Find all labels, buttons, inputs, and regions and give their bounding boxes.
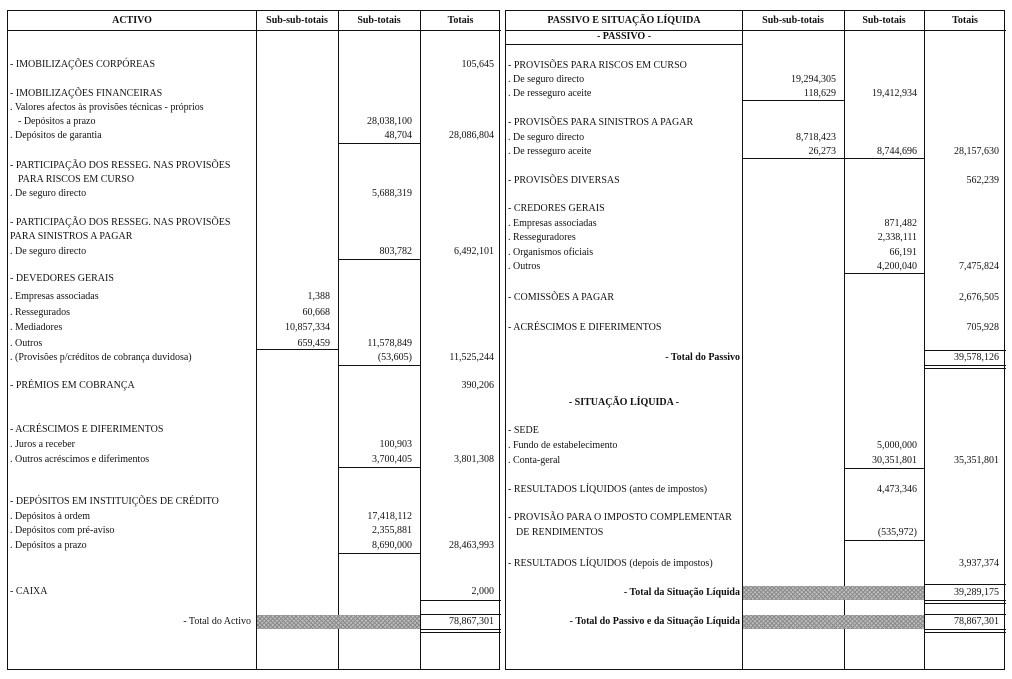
total-activo-value: 78,867,301	[449, 616, 494, 627]
cred-outros-sub: 4,200,040	[877, 261, 917, 272]
total-geral-value: 78,867,301	[954, 616, 999, 627]
acresc-p-total: 705,928	[966, 322, 999, 333]
prov-curso-seguro-subsub: 19,294,305	[791, 74, 836, 85]
acresc-label: - ACRÉSCIMOS E DIFERIMENTOS	[10, 424, 164, 435]
hatch-fill	[743, 615, 924, 629]
resultados-antes-sub: 4,473,346	[877, 484, 917, 495]
resultados-depois-label: - RESULTADOS LÍQUIDOS (depois de impostos)	[508, 558, 713, 569]
part-sin-total: 6,492,101	[454, 246, 494, 257]
hatch-fill	[743, 586, 924, 600]
caixa-total: 2,000	[471, 586, 494, 597]
col-divider	[420, 11, 421, 669]
col-divider	[742, 11, 743, 669]
cred-associadas-label: . Empresas associadas	[508, 218, 597, 229]
dep-ordem-sub: 17,418,112	[367, 511, 412, 522]
imob-fin-valores: . Valores afectos às provisões técnicas - próprios	[10, 102, 204, 113]
prov-curso-seguro-label: . De seguro directo	[508, 74, 585, 85]
provisao-imposto-line2: DE RENDIMENTOS	[516, 527, 604, 538]
col-divider	[338, 11, 339, 669]
total-geral-label: - Total do Passivo e da Situação Líquida	[569, 616, 740, 627]
rule	[924, 629, 1006, 630]
rule	[924, 632, 1006, 633]
part-sin-seguro-label: . De seguro directo	[10, 246, 87, 257]
acresc-total: 3,801,308	[454, 454, 494, 465]
depositos-total: 28,463,993	[449, 540, 494, 551]
comissoes-total: 2,676,505	[959, 292, 999, 303]
sub-header: Sub-totais	[338, 11, 420, 31]
activo-panel	[7, 10, 500, 670]
rule	[924, 603, 1006, 604]
part-sin-line2: PARA SINISTROS A PAGAR	[10, 231, 133, 242]
sede-fundo-sub: 5,000,000	[877, 440, 917, 451]
prov-sin-label: - PROVISÕES PARA SINISTROS A PAGAR	[508, 117, 694, 128]
situacao-title: - SITUAÇÃO LÍQUIDA -	[568, 397, 680, 408]
credores-label: - CREDORES GERAIS	[508, 203, 605, 214]
passivo-title: - PASSIVO -	[596, 31, 652, 42]
depositos-label: - DEPÓSITOS EM INSTITUIÇÕES DE CRÉDITO	[10, 496, 219, 507]
dep-prazo2-sub: 8,690,000	[372, 540, 412, 551]
rule	[924, 368, 1006, 369]
sede-label: - SEDE	[508, 425, 539, 436]
prov-sin-total: 28,157,630	[954, 146, 999, 157]
acresc-p-label: - ACRÉSCIMOS E DIFERIMENTOS	[508, 322, 662, 333]
rule	[420, 632, 501, 633]
rule	[924, 600, 1006, 601]
resultados-depois-total: 3,937,374	[959, 558, 999, 569]
rule	[924, 614, 1006, 615]
rule	[420, 600, 501, 601]
sede-fundo-label: . Fundo de estabelecimento	[508, 440, 618, 451]
imob-fin-label: - IMOBILIZAÇÕES FINANCEIRAS	[10, 88, 163, 99]
part-sin-line1: - PARTICIPAÇÃO DOS RESSEG. NAS PROVISÕES	[10, 217, 231, 228]
subsub-header: Sub-sub-totais	[256, 11, 338, 31]
prov-curso-resseguro-subsub: 118,629	[803, 88, 836, 99]
rule	[338, 467, 420, 468]
premios-total: 390,206	[461, 380, 494, 391]
resultados-antes-label: - RESULTADOS LÍQUIDOS (antes de impostos)	[508, 484, 708, 495]
rule	[844, 540, 924, 541]
col-divider	[924, 11, 925, 669]
dev-provisoes-sub: (53,605)	[377, 352, 412, 363]
devedores-label: - DEVEDORES GERAIS	[10, 273, 114, 284]
dev-associadas-subsub: 1,388	[307, 291, 330, 302]
rule	[256, 349, 338, 350]
sede-total: 35,351,801	[954, 455, 999, 466]
dep-ordem-label: . Depósitos à ordem	[10, 511, 90, 522]
rule	[338, 553, 420, 554]
dev-mediadores-subsub: 10,857,334	[285, 322, 330, 333]
cred-resseguradores-label: . Resseguradores	[508, 232, 576, 243]
cred-resseguradores-sub: 2,338,111	[877, 232, 917, 243]
provisao-imposto-sub: (535,972)	[877, 527, 917, 538]
cred-organismos-label: . Organismos oficiais	[508, 247, 594, 258]
rule	[924, 350, 1006, 351]
rule	[338, 143, 420, 144]
provisao-imposto-line1: - PROVISÃO PARA O IMPOSTO COMPLEMENTAR	[508, 512, 732, 523]
dep-preaviso-label: . Depósitos com pré-aviso	[10, 525, 115, 536]
dev-outros-sub: 11,578,849	[367, 338, 412, 349]
prov-sin-resseguro-subsub: 26,273	[808, 146, 836, 157]
rule	[924, 365, 1006, 366]
cred-associadas-sub: 871,482	[884, 218, 917, 229]
activo-header: ACTIVO	[8, 11, 256, 31]
total-passivo-value: 39,578,126	[954, 352, 999, 363]
part-curso-line1: - PARTICIPAÇÃO DOS RESSEG. NAS PROVISÕES	[10, 160, 231, 171]
rule	[844, 468, 924, 469]
part-curso-seguro-label: . De seguro directo	[10, 188, 87, 199]
imob-corp-total: 105,645	[461, 59, 494, 70]
prov-diversas-total: 562,239	[966, 175, 999, 186]
acresc-juros-sub: 100,903	[379, 439, 412, 450]
dep-prazo2-label: . Depósitos a prazo	[10, 540, 87, 551]
sede-conta-sub: 30,351,801	[872, 455, 917, 466]
prov-sin-seguro-label: . De seguro directo	[508, 132, 585, 143]
dep-garantia-label: . Depósitos de garantia	[10, 130, 102, 141]
acresc-outros-label: . Outros acréscimos e diferimentos	[10, 454, 150, 465]
passivo-panel	[505, 10, 1005, 670]
dev-provisoes-label: . (Provisões p/créditos de cobrança duvidosa)	[10, 352, 192, 363]
caixa-label: - CAIXA	[10, 586, 48, 597]
passivo-header: PASSIVO E SITUAÇÃO LÍQUIDA	[506, 11, 742, 31]
total-passivo-label: - Total do Passivo	[665, 352, 740, 363]
prov-curso-sub: 19,412,934	[872, 88, 917, 99]
rule	[924, 584, 1006, 585]
totais-header: Totais	[924, 11, 1006, 31]
rule	[506, 44, 742, 45]
col-divider	[256, 11, 257, 669]
dep-prazo-sub: 28,038,100	[367, 116, 412, 127]
dev-ressegurados-subsub: 60,668	[302, 307, 330, 318]
dev-mediadores-label: . Mediadores	[10, 322, 63, 333]
part-curso-line2: PARA RISCOS EM CURSO	[18, 174, 135, 185]
prov-diversas-label: - PROVISÕES DIVERSAS	[508, 175, 620, 186]
cred-outros-label: . Outros	[508, 261, 541, 272]
dep-garantia-sub: 48,704	[384, 130, 412, 141]
dev-outros-subsub: 659,459	[297, 338, 330, 349]
rule	[742, 100, 844, 101]
rule	[338, 365, 420, 366]
rule	[420, 629, 501, 630]
part-curso-seguro-sub: 5,688,319	[372, 188, 412, 199]
totais-header: Totais	[420, 11, 501, 31]
acresc-juros-label: . Juros a receber	[10, 439, 75, 450]
prov-curso-label: - PROVISÕES PARA RISCOS EM CURSO	[508, 60, 687, 71]
subsub-header: Sub-sub-totais	[742, 11, 844, 31]
sub-header: Sub-totais	[844, 11, 924, 31]
credores-total: 7,475,824	[959, 261, 999, 272]
rule	[420, 614, 501, 615]
rule	[338, 259, 420, 260]
total-situacao-value: 39,289,175	[954, 587, 999, 598]
sede-conta-label: . Conta-geral	[508, 455, 561, 466]
prov-sin-resseguro-label: . De resseguro aceite	[508, 146, 592, 157]
prov-curso-resseguro-label: . De resseguro aceite	[508, 88, 592, 99]
dev-outros-label: . Outros	[10, 338, 43, 349]
prov-sin-seguro-subsub: 8,718,423	[796, 132, 836, 143]
rule	[742, 158, 924, 159]
dep-prazo-label: - Depósitos a prazo	[18, 116, 96, 127]
imob-corp-label: - IMOBILIZAÇÕES CORPÓREAS	[10, 59, 156, 70]
devedores-total: 11,525,244	[449, 352, 494, 363]
dev-associadas-label: . Empresas associadas	[10, 291, 99, 302]
acresc-outros-sub: 3,700,405	[372, 454, 412, 465]
prov-sin-sub: 8,744,696	[877, 146, 917, 157]
dev-ressegurados-label: . Ressegurados	[10, 307, 70, 318]
premios-label: - PRÉMIOS EM COBRANÇA	[10, 380, 135, 391]
cred-organismos-sub: 66,191	[889, 247, 917, 258]
part-sin-seguro-sub: 803,782	[379, 246, 412, 257]
total-situacao-label: - Total da Situação Líquida	[623, 587, 740, 598]
imob-fin-total: 28,086,804	[449, 130, 494, 141]
dep-preaviso-sub: 2,355,881	[372, 525, 412, 536]
col-divider	[844, 11, 845, 669]
hatch-fill	[257, 615, 420, 629]
comissoes-label: - COMISSÕES A PAGAR	[508, 292, 615, 303]
rule	[844, 273, 924, 274]
total-activo-label: - Total do Activo	[183, 616, 251, 627]
